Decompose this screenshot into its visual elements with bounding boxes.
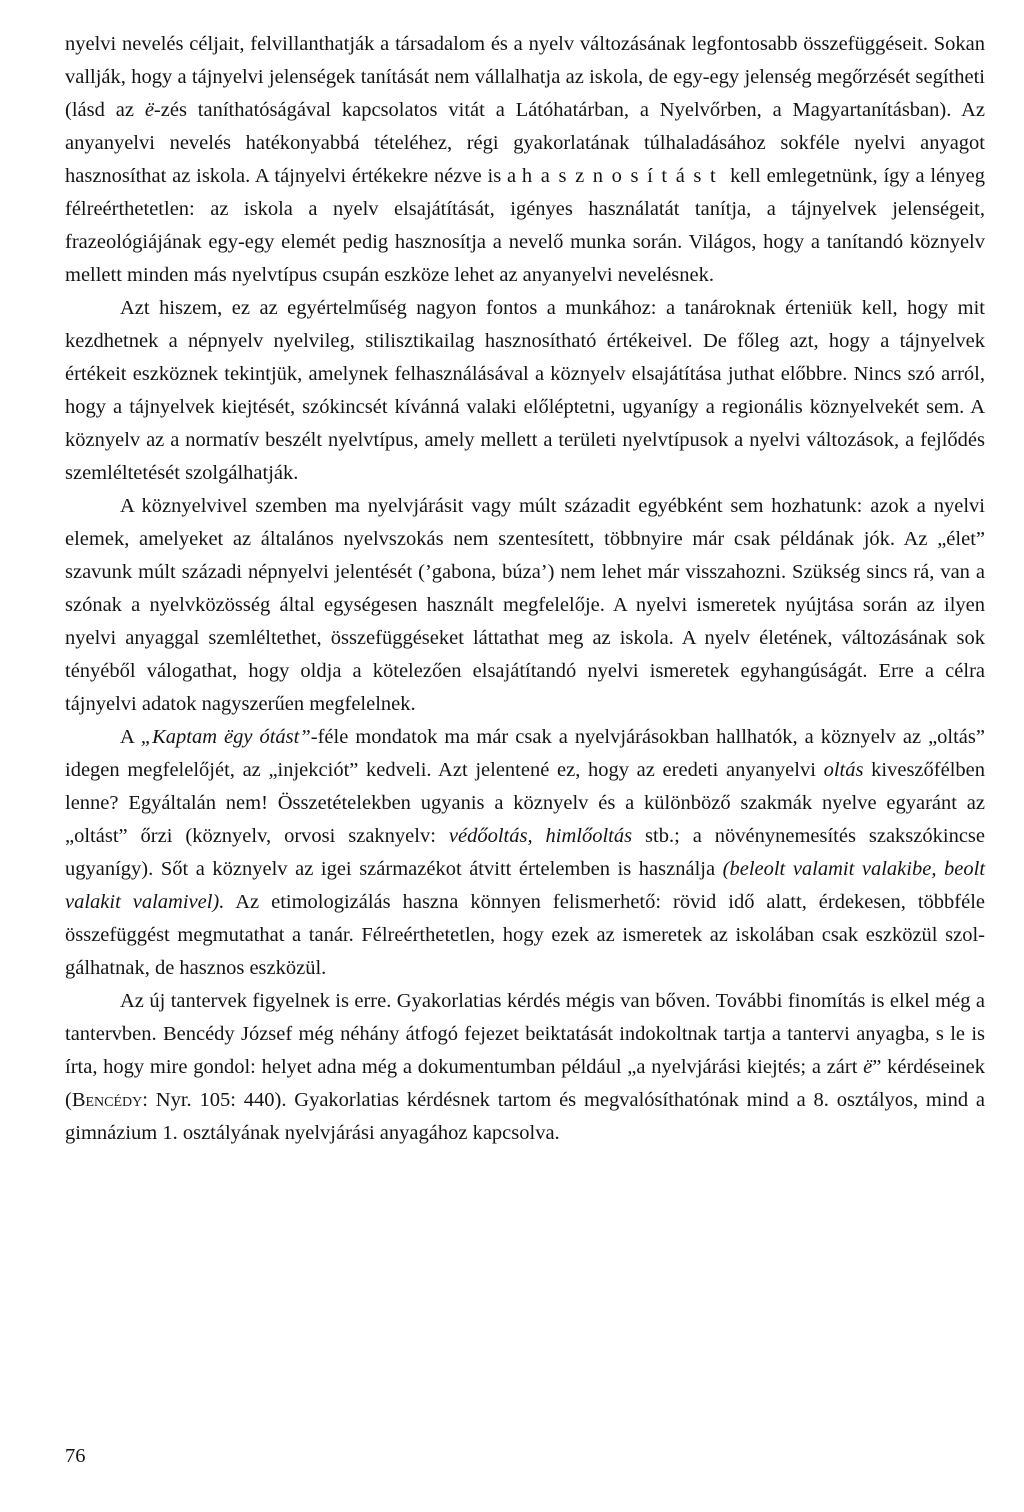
text-run: Az új tantervek figyelnek is erre. Gyakorlatias kérdés mégis van bőven. További finomítás is elkel még a tantervben. Bencédy József még néhány átfogó fejezet beiktatását indokoltnak tartja a tantervi anyagba, s le is írta, hogy mire gondol: helyet adna még a dokumentumban például „a nyelvjárási kiejtés; a zárt [65,990,985,1078]
italic-text: (beleolt valamit valakibe, beolt valakit valamivel). [65,858,986,913]
text-run: -zés taníthatóságával kapcsolatos vitát a Látóhatárban, a Nyelvőrben, a Magyartanításban). Az anyanyelvi nevelés hatékonyabbá tételéhez, régi gyakorlatának túlhaladásához sokféle nyelvi anyagot hasznosíthat az iskola. A tájnyelvi értékekre nézve is a [65,99,986,187]
author-name: Bencédy [71,1089,143,1111]
text-run: A köznyelvivel szemben ma nyelvjárásit vagy múlt századit egyébként sem hozhatunk: azok a nyelvi elemek, amelyeket az általános nyelvszokás nem szentesített, többnyire már csak példának jók. Az „élet” szavunk múlt századi népnyelvi jelentését (’gabona, búza’) nem lehet már visszahozni. Szükség sincs rá, van a szónak a nyelvközösség által egységesen használt megfelelője. A nyelvi ismeretek nyújtása során az ilyen nyelvi anyaggal szemléltethet, összefüggéseket láttathat meg az iskola. A nyelv életének, változásának sok tényéből válogathat, hogy oldja a kötelezően elsajátítandó nyelvi ismeretek egyhangúságát. Erre a célra tájnyelvi adatok nagyszerűen megfelelnek. [65,495,985,715]
text-run: A [120,726,141,748]
paragraph [65,721,985,985]
italic-text: „Kaptam ëgy ótást” [140,726,311,748]
paragraph [65,28,985,292]
text-run: Azt hiszem, ez az egyértelműség nagyon fontos a munkához: a tanároknak érteniük kell, hogy mit kezdhetnek a népnyelv nyelvileg, stilisztikailag hasznosítható értékeivel. De főleg azt, hogy a tájnyelvek értékeit eszköznek tekintjük, amelynek felhasználásával a köznyelv elsajátítása juthat előbbre. Nincs szó arról, hogy a tájnyelvek kiejtését, szókincsét kívánná valaki előléptetni, ugyanígy a regionális köznyelvekét sem. A köznyelv az a normatív beszélt nyelvtípus, amely mellett a területi nyelvtípusok a nyelvi változások, a fejlődés szemléltetését szolgálhatják. [65,297,985,484]
text-run: -féle mondatok ma már csak a nyelvjárásokban hallhatók, a köznyelv az „oltás” idegen megfelelőjét, az „injekciót” kedveli. Azt jelentené ez, hogy az eredeti anyanyelvi [65,726,985,781]
text-run: kell emlegetnünk, így a lényeg félreérthetetlen: az iskola a nyelv elsajátítását, igényes használatát tanítja, a tájnyelvek jelenségeit, frazeológiájának egy-egy elemét pedig hasznosítja a nevelő munka során. Világos, hogy a tanítandó köznyelv mellett minden más nyelvtípus csupán eszköze lehet az anyanyelvi nevelésnek. [65,165,985,286]
paragraph [65,490,985,721]
page-number: 76 [65,1445,86,1467]
italic-text: ë [863,1056,873,1078]
text-run: stb.; a növénynemesítés szakszókincse ugyanígy). Sőt a köznyelv az igei származékot átvitt értelemben is használja [65,825,985,880]
paragraph [65,985,985,1150]
text-run: Az etimologizálás haszna könnyen felismerhető: rövid idő alatt, érdekesen, többféle összefüggést megmutathat a tanár. Félreérthetetlen, hogy ezek az ismeretek az iskolában csak eszközül szolgálhatnak, de hasznos eszközül. [65,891,985,979]
document-body [65,28,985,1150]
italic-text: védőoltás, himlőoltás [448,825,633,847]
paragraph [65,292,985,490]
text-run: ” kérdéseinek ( [65,1056,985,1111]
text-run: : Nyr. 105: 440). Gyakorlatias kérdésnek tartom és megvalósíthatónak mind a 8. osztályos, mind a gimnázium 1. osztályának nyelvjárási anyagához kapcsolva. [65,1089,985,1144]
italic-text: ë [144,99,154,121]
text-run: nyelvi nevelés céljait, felvillanthatják a társadalom és a nyelv változásának legfontosabb összefüggéseit. Sokan vallják, hogy a tájnyelvi jelenségek tanítását nem vállalhatja az iskola, de egy-egy jelenség megőrzését segítheti (lásd az [65,33,985,121]
letterspaced-term: hasznosítást [521,165,725,187]
italic-text: oltás [823,759,864,781]
text-run: kiveszőfélben lenne? Egyáltalán nem! Összetételekben ugyanis a köznyelv és a különböző szakmák nyelve egyaránt az „oltást” őrzi (köznyelv, orvosi szaknyelv: [65,759,986,847]
